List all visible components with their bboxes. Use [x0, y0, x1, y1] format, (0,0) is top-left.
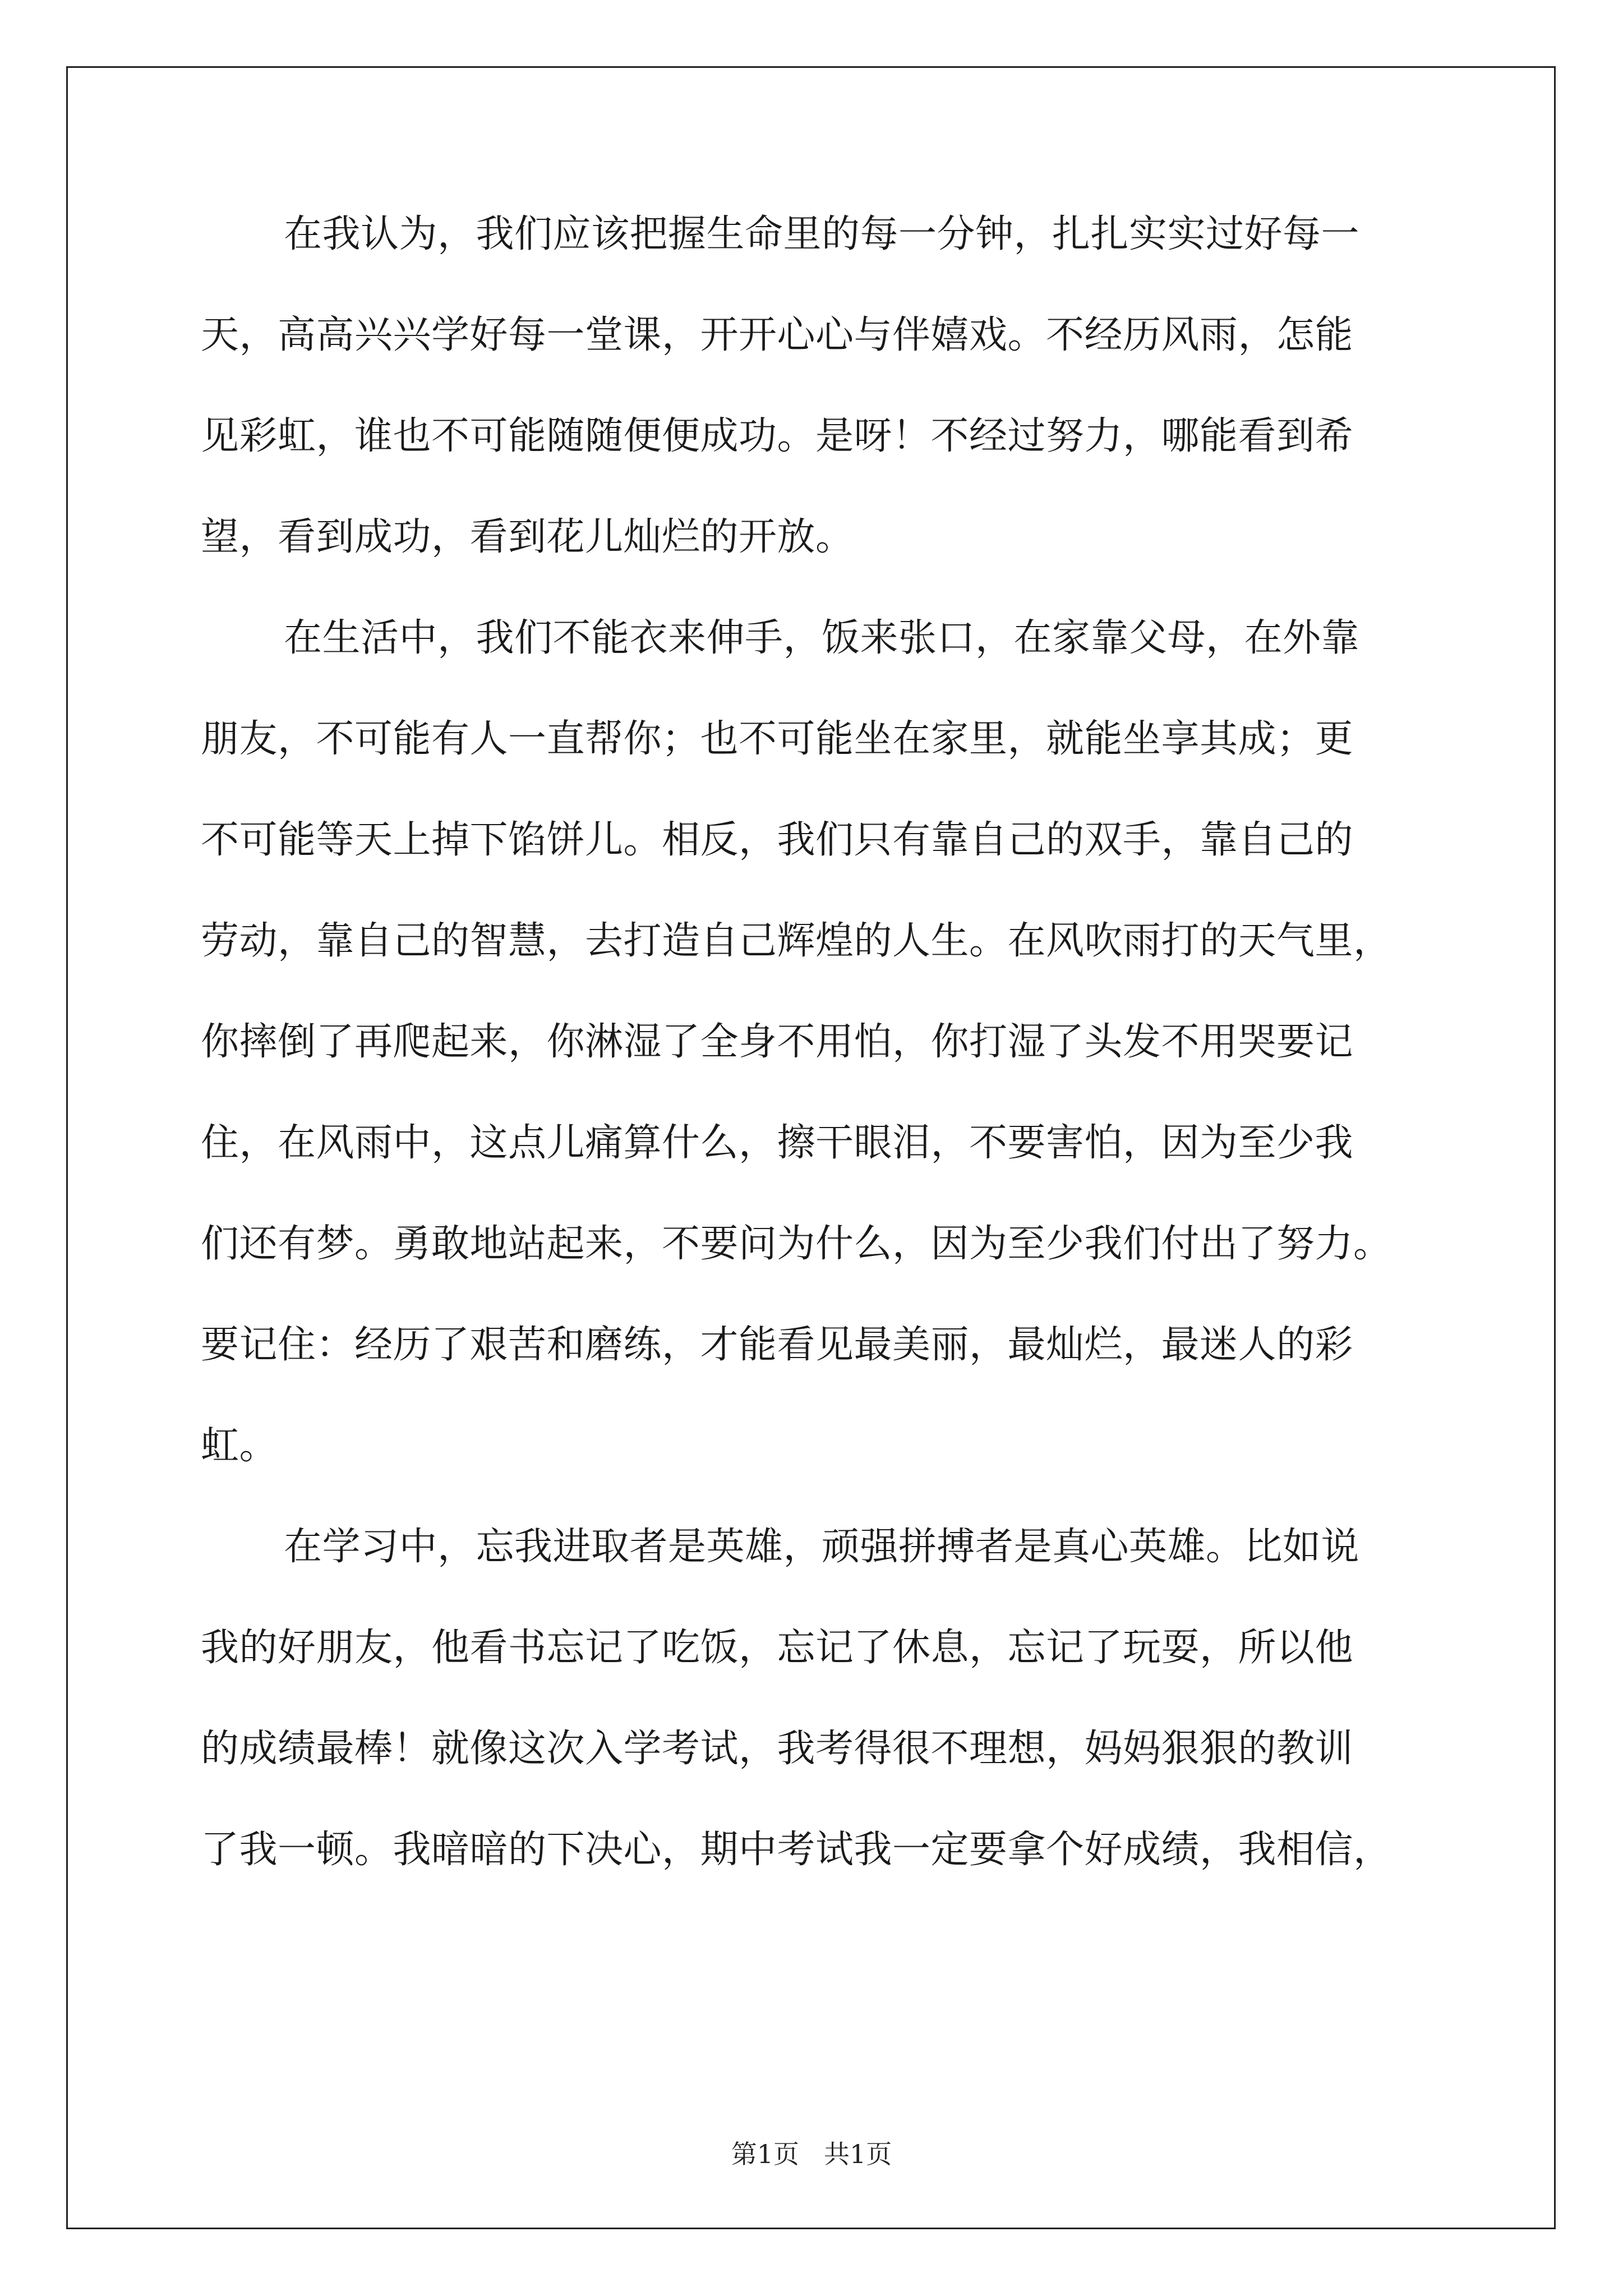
text-line: 在学习中，忘我进取者是英雄，顽强拼搏者是真心英雄。比如说	[284, 1525, 1360, 1569]
text-line: 要记住：经历了艰苦和磨练，才能看见最美丽，最灿烂，最迷人的彩	[201, 1323, 1354, 1367]
page-total: 共1页	[823, 2139, 892, 2169]
document-body	[201, 206, 1429, 1923]
text-line: 你摔倒了再爬起来，你淋湿了全身不用怕，你打湿了头发不用哭要记	[201, 1020, 1354, 1064]
text-line: 不可能等天上掉下馅饼儿。相反，我们只有靠自己的双手，靠自己的	[201, 818, 1354, 862]
text-line: 虹。	[201, 1424, 278, 1468]
page-number: 第1页	[731, 2139, 800, 2169]
text-line: 住，在风雨中，这点儿痛算什么，擦干眼泪，不要害怕，因为至少我	[201, 1121, 1354, 1165]
text-line: 我的好朋友，他看书忘记了吃饭，忘记了休息，忘记了玩耍，所以他	[201, 1626, 1354, 1670]
text-line: 在生活中，我们不能衣来伸手，饭来张口，在家靠父母，在外靠	[284, 616, 1360, 660]
text-line: 天，高高兴兴学好每一堂课，开开心心与伴嬉戏。不经历风雨，怎能	[201, 313, 1354, 357]
page-footer	[0, 2137, 1623, 2171]
text-line: 在我认为，我们应该把握生命里的每一分钟，扎扎实实过好每一	[284, 212, 1360, 256]
text-line: 了我一顿。我暗暗的下决心，期中考试我一定要拿个好成绩，我相信，	[201, 1828, 1392, 1872]
text-line: 朋友，不可能有人一直帮你；也不可能坐在家里，就能坐享其成；更	[201, 717, 1354, 761]
text-line: 见彩虹，谁也不可能随随便便成功。是呀！不经过努力，哪能看到希	[201, 414, 1354, 458]
text-line: 们还有梦。勇敢地站起来，不要问为什么，因为至少我们付出了努力。	[201, 1222, 1392, 1266]
text-line: 的成绩最棒！就像这次入学考试，我考得很不理想，妈妈狠狠的教训	[201, 1727, 1354, 1771]
text-line: 望，看到成功，看到花儿灿烂的开放。	[201, 515, 854, 559]
text-line: 劳动，靠自己的智慧，去打造自己辉煌的人生。在风吹雨打的天气里，	[201, 919, 1392, 963]
